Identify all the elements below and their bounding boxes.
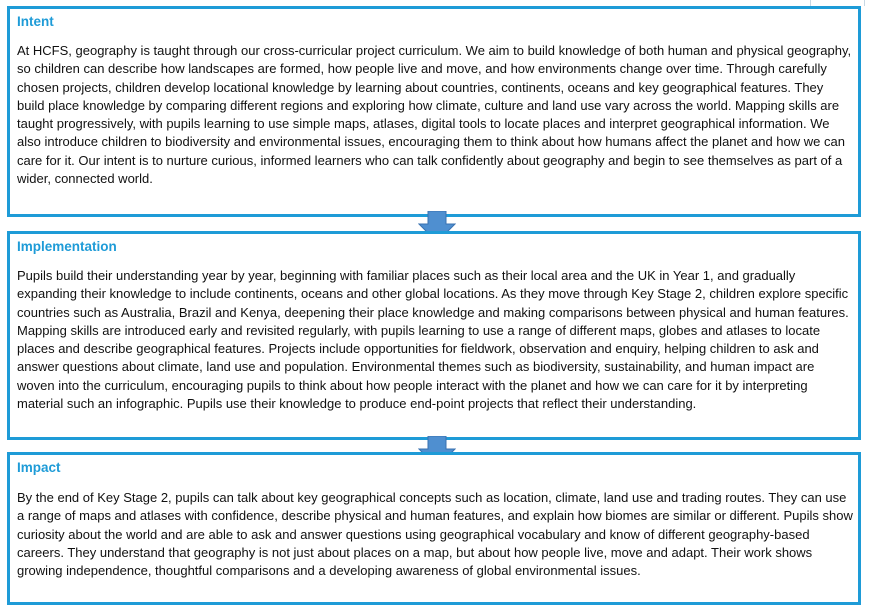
intent-body: At HCFS, geography is taught through our cross-curricular project curriculum. We aim to build knowledge of both human and physical geography, so children can describe how landscapes are formed, how people live and move, and how environments change over time. Through carefully chosen projects, children develop locational knowledge by learning about countries, continents, oceans and key geographical features. They build place knowledge by comparing different regions and exploring how climate, culture and land use vary across the world. Mapping skills are taught progressively, with pupils learning to use simple maps, atlases, digital tools to locate places and interpret geographical information. We also introduce children to biodiversity and environmental issues, encouraging them to think about how humans affect the planet and how we can care for it. Our intent is to nurture curious, informed learners who can talk confidently about geography and begin to see themselves as part of a wider, connected world. [17, 43, 852, 187]
implementation-body: Pupils build their understanding year by year, beginning with familiar places such as their local area and the UK in Year 1, and gradually expanding their knowledge to include continents, oceans and other global locations. As they move through Key Stage 2, children explore specific countries such as Australia, Brazil and Kenya, deepening their place knowledge and making comparisons between physical and human features. Mapping skills are introduced early and revisited regularly, with pupils learning to use a range of different maps, globes and atlases to locate places and describe geographical features. Projects include opportunities for fieldwork, observation and enquiry, helping children to ask and answer questions about climate, land use and population. Environmental themes such as biodiversity, sustainability, and human impact are woven into the curriculum, encouraging pupils to think about how people interact with the planet and how we can care for it by interpreting material such an infographic. Pupils use their knowledge to produce end-point projects that reflect their understanding. [17, 268, 849, 412]
impact-title: Impact [17, 460, 61, 475]
impact-panel [7, 452, 861, 605]
impact-body: By the end of Key Stage 2, pupils can talk about key geographical concepts such as location, climate, land use and trading routes. They can use a range of maps and atlases with confidence, describe physical and human features, and explain how biomes are similar or different. Pupils show curiosity about the world and are able to ask and answer questions using geographical vocabulary and know of different geography-based careers. They understand that geography is not just about places on a map, but about how people live, move and adapt. Their work shows growing independence, thoughtful comparisons and a developing awareness of global environmental issues. [17, 490, 853, 579]
intent-panel [7, 6, 861, 217]
implementation-panel [7, 231, 861, 440]
intent-title: Intent [17, 14, 54, 29]
implementation-title: Implementation [17, 239, 117, 254]
